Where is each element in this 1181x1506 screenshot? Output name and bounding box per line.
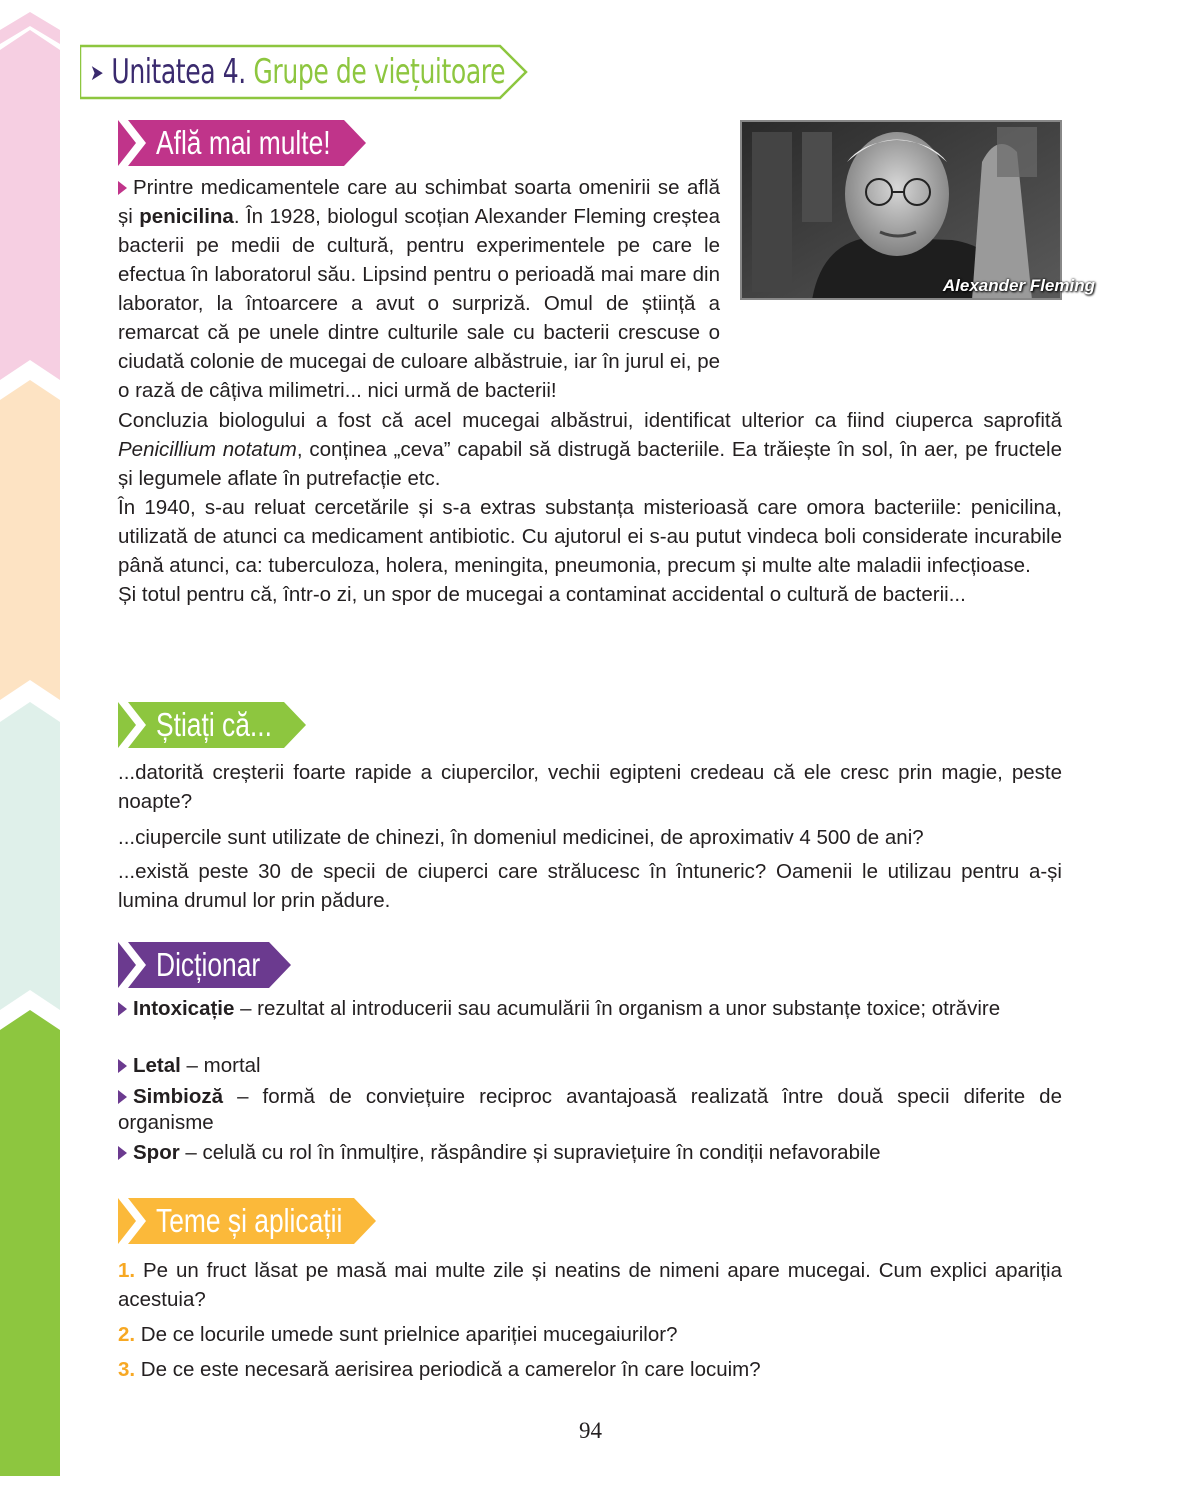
afla-p1-text-a: Printre medicamentele care au schimbat soarta omenirii se află și bbox=[118, 176, 720, 228]
teme-item bbox=[118, 1320, 1062, 1349]
section-title-stiati-label: Știați că... bbox=[156, 706, 272, 743]
dictionar-entry bbox=[118, 1084, 1062, 1136]
teme-item-text: De ce locurile umede sunt prielnice apariției mucegaiurilor? bbox=[135, 1323, 678, 1346]
dictionar-term: Simbioză bbox=[133, 1085, 223, 1108]
alexander-fleming-photo bbox=[740, 120, 1062, 300]
afla-p2-text-b: , conținea „ceva” capabil să distrugă bacteriile. Ea trăiește în sol, în aer, pe fructele și legumele aflate în putrefacție etc. bbox=[118, 438, 1062, 490]
photo-caption: Alexander Fleming bbox=[942, 276, 1095, 295]
section-title-teme bbox=[118, 1198, 378, 1244]
dictionar-term: Letal bbox=[133, 1054, 181, 1077]
bullet-icon bbox=[118, 181, 127, 195]
afla-paragraph-4: Și totul pentru că, într-o zi, un spor de mucegai a contaminat accidental o cultură de bacterii... bbox=[118, 583, 966, 606]
teme-item-number: 2. bbox=[118, 1323, 136, 1346]
bullet-icon bbox=[118, 1146, 127, 1160]
afla-paragraph-3: În 1940, s-au reluat cercetările și s-a extras substanța misterioasă care omora bacteriile: penicilina, utilizată de atunci ca medicament antibiotic. Cu ajutorul ei s-au putut vindeca boli considerate incurabile până atunci, ca: tuberculoza, holera, meningita, pneumonia, precum și multe alte maladii infecțioase. bbox=[118, 496, 1062, 577]
page-number: 94 bbox=[579, 1418, 602, 1443]
teme-item-text: De ce este necesară aerisirea periodică a camerelor în care locuim? bbox=[135, 1358, 761, 1381]
dictionar-entry bbox=[118, 996, 1062, 1022]
dictionar-def: – formă de conviețuire reciproc avantajoasă realizată între două specii diferite de organisme bbox=[118, 1085, 1062, 1134]
bullet-icon bbox=[118, 1002, 127, 1016]
afla-p2-italic: Penicillium notatum bbox=[118, 438, 297, 461]
section-title-teme-label: Teme și aplicații bbox=[156, 1202, 343, 1239]
dictionar-entry bbox=[118, 1140, 1062, 1166]
dictionar-def: – celulă cu rol în înmulțire, răspândire și supraviețuire în condiții nefavorabile bbox=[179, 1141, 881, 1164]
afla-p1-text-b: . În 1928, biologul scoțian Alexander Fleming creștea bacterii pe medii de cultură, pentru experimentele pe care le efectua în laboratorul său. Lipsind pentru o perioadă mai mare din laborator, la întoarcere a avut o surpriză. Omul de știință a remarcat că pe unele dintre culturile sale cu bacterii crescuse o ciudată colonie de mucegai de culoare albăstruie, iar în jurul ei, pe o rază de câțiva milimetri... nici urmă de bacterii! bbox=[118, 205, 721, 402]
teme-item bbox=[118, 1355, 1062, 1384]
dictionar-def: – mortal bbox=[180, 1054, 261, 1077]
afla-p1-bold: penicilina bbox=[139, 205, 234, 228]
teme-item-number: 1. bbox=[118, 1259, 136, 1282]
teme-item bbox=[118, 1256, 1062, 1314]
teme-item-text: Pe un fruct lăsat pe masă mai multe zile și neatins de nimeni apare mucegai. Cum explici apariția acestuia? bbox=[118, 1259, 1062, 1311]
teme-item-number: 3. bbox=[118, 1358, 136, 1381]
afla-p2-text-a: Concluzia biologului a fost că acel mucegai albăstrui, identificat ulterior ca fiind ciuperca saprofită bbox=[118, 409, 1062, 432]
stiati-item-1: ...datorită creșterii foarte rapide a ciupercilor, vechii egipteni credeau că ele cresc prin magie, peste noapte? bbox=[118, 761, 1062, 813]
afla-paragraph-continued bbox=[118, 406, 1062, 609]
stiati-item-2: ...ciupercile sunt utilizate de chinezi, în domeniul medicinei, de aproximativ 4 500 de ani? bbox=[118, 826, 924, 849]
header-title bbox=[90, 47, 505, 97]
header-group: Grupe de viețuitoare bbox=[253, 52, 506, 92]
side-color-strip bbox=[0, 0, 60, 1506]
section-title-afla bbox=[118, 120, 368, 166]
section-title-afla-label: Află mai multe! bbox=[156, 124, 331, 161]
dictionar-def: – rezultat al introducerii sau acumulării în organism a unor substanțe toxice; otrăvire bbox=[234, 997, 1001, 1020]
bullet-icon bbox=[118, 1090, 127, 1104]
afla-paragraph-1a bbox=[118, 173, 720, 405]
dictionar-term: Spor bbox=[133, 1141, 180, 1164]
bullet-icon bbox=[118, 1059, 127, 1073]
stiati-item-3: ...există peste 30 de specii de ciuperci care strălucesc în întuneric? Oamenii le utilizau pentru a-și lumina drumul lor prin pădure. bbox=[118, 860, 1062, 912]
afla-paragraph-2 bbox=[118, 406, 1062, 493]
dictionar-entry bbox=[118, 1053, 1062, 1079]
header-arrow-icon: ➤ bbox=[90, 61, 104, 86]
header-unit: Unitatea 4. bbox=[111, 52, 246, 92]
section-title-dictionar bbox=[118, 942, 293, 988]
section-title-stiati bbox=[118, 702, 308, 748]
dictionar-term: Intoxicație bbox=[133, 997, 235, 1020]
section-title-dictionar-label: Dicționar bbox=[156, 946, 261, 983]
